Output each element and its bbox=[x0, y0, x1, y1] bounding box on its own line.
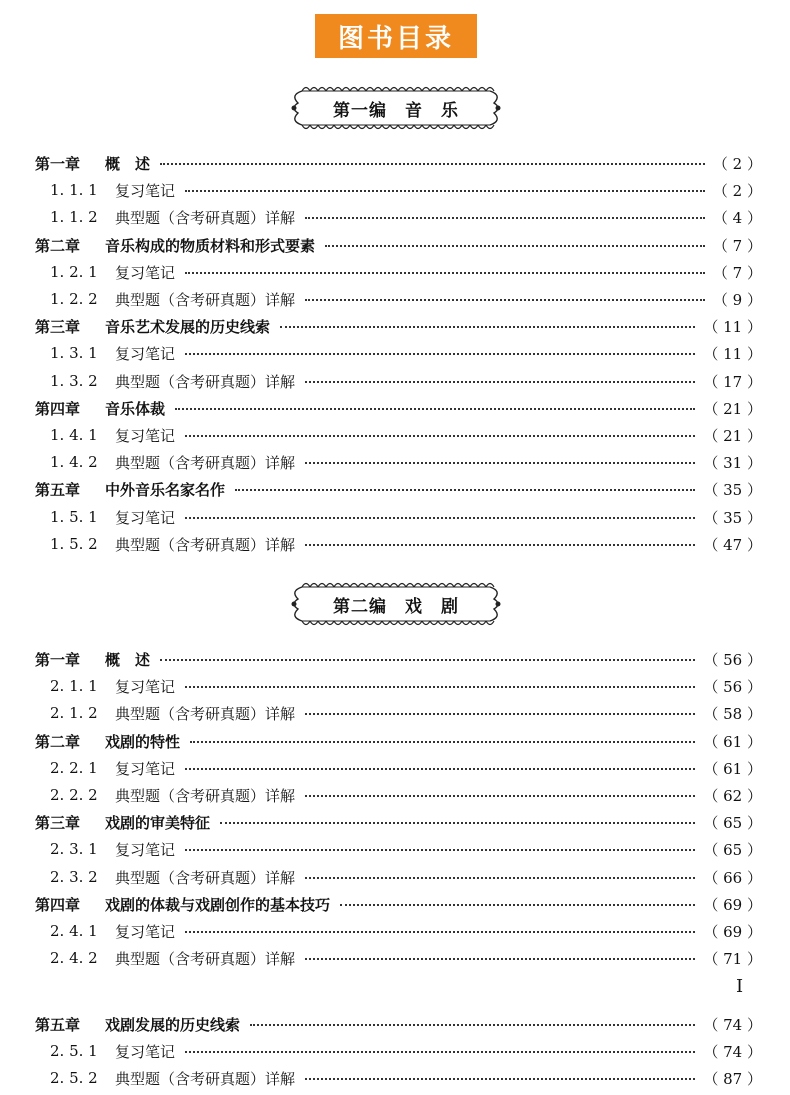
entry-title: 音乐构成的物质材料和形式要素 bbox=[105, 236, 316, 255]
leader-dots bbox=[185, 931, 695, 933]
leader-dots bbox=[185, 272, 705, 274]
part-title: 第二编 戏 剧 bbox=[333, 596, 459, 617]
entry-page: （ 74 ） bbox=[703, 1042, 762, 1061]
entry-number: 1. 2. 2 bbox=[50, 290, 98, 308]
entry-title: 典型题（含考研真题）详解 bbox=[115, 290, 296, 309]
toc-section-row[interactable] bbox=[35, 920, 762, 942]
entry-page: （ 71 ） bbox=[703, 949, 762, 968]
entry-page: （ 2 ） bbox=[712, 154, 762, 173]
leader-dots bbox=[280, 326, 695, 328]
entry-page: （ 2 ） bbox=[712, 181, 762, 200]
toc-section-row[interactable] bbox=[35, 424, 762, 446]
entry-number: 1. 4. 2 bbox=[50, 453, 98, 471]
entry-page: （ 65 ） bbox=[703, 840, 762, 859]
toc-section-row[interactable] bbox=[35, 757, 762, 779]
toc-section-row[interactable] bbox=[35, 947, 762, 969]
entry-number: 2. 1. 1 bbox=[50, 677, 98, 695]
toc-section-row[interactable] bbox=[35, 1040, 762, 1062]
entry-title: 复习笔记 bbox=[115, 840, 176, 859]
toc-chapter-row[interactable] bbox=[35, 1013, 762, 1035]
entry-number: 第五章 bbox=[35, 1015, 81, 1034]
entry-number: 1. 1. 1 bbox=[50, 181, 98, 199]
entry-page: （ 21 ） bbox=[703, 426, 762, 445]
entry-page: （ 35 ） bbox=[703, 508, 762, 527]
leader-dots bbox=[235, 489, 695, 491]
leader-dots bbox=[325, 245, 705, 247]
entry-number: 第二章 bbox=[35, 732, 81, 751]
toc-chapter-row[interactable] bbox=[35, 397, 762, 419]
toc-chapter-row[interactable] bbox=[35, 234, 762, 256]
entry-number: 2. 2. 2 bbox=[50, 786, 98, 804]
entry-number: 第四章 bbox=[35, 399, 81, 418]
entry-title: 复习笔记 bbox=[115, 759, 176, 778]
toc-chapter-row[interactable] bbox=[35, 648, 762, 670]
toc-section-row[interactable] bbox=[35, 533, 762, 555]
entry-title: 复习笔记 bbox=[115, 922, 176, 941]
toc-chapter-row[interactable] bbox=[35, 478, 762, 500]
leader-dots bbox=[305, 713, 695, 715]
entry-page: （ 58 ） bbox=[703, 704, 762, 723]
entry-title: 复习笔记 bbox=[115, 677, 176, 696]
entry-number: 1. 5. 2 bbox=[50, 535, 98, 553]
entry-page: （ 11 ） bbox=[703, 317, 762, 336]
entry-page: （ 56 ） bbox=[703, 650, 762, 669]
entry-title: 复习笔记 bbox=[115, 344, 176, 363]
entry-title: 戏剧发展的历史线索 bbox=[105, 1015, 241, 1034]
entry-page: （ 9 ） bbox=[712, 290, 762, 309]
entry-title: 典型题（含考研真题）详解 bbox=[115, 372, 296, 391]
part-heading bbox=[288, 578, 504, 630]
entry-title: 典型题（含考研真题）详解 bbox=[115, 208, 296, 227]
entry-page: （ 47 ） bbox=[703, 535, 762, 554]
entry-number: 2. 4. 2 bbox=[50, 949, 98, 967]
entry-page: （ 74 ） bbox=[703, 1015, 762, 1034]
entry-number: 2. 5. 1 bbox=[50, 1042, 98, 1060]
toc-section-row[interactable] bbox=[35, 261, 762, 283]
entry-title: 典型题（含考研真题）详解 bbox=[115, 704, 296, 723]
leader-dots bbox=[305, 381, 695, 383]
part-heading bbox=[288, 82, 504, 134]
toc-section-row[interactable] bbox=[35, 179, 762, 201]
toc-chapter-row[interactable] bbox=[35, 893, 762, 915]
entry-number: 1. 3. 1 bbox=[50, 344, 98, 362]
entry-number: 第三章 bbox=[35, 317, 81, 336]
entry-title: 音乐艺术发展的历史线索 bbox=[105, 317, 271, 336]
entry-title: 典型题（含考研真题）详解 bbox=[115, 1069, 296, 1088]
entry-title: 典型题（含考研真题）详解 bbox=[115, 786, 296, 805]
leader-dots bbox=[185, 686, 695, 688]
entry-title: 复习笔记 bbox=[115, 426, 176, 445]
leader-dots bbox=[185, 768, 695, 770]
leader-dots bbox=[190, 741, 695, 743]
entry-number: 2. 3. 2 bbox=[50, 868, 98, 886]
entry-title: 典型题（含考研真题）详解 bbox=[115, 949, 296, 968]
entry-number: 2. 4. 1 bbox=[50, 922, 98, 940]
toc-chapter-row[interactable] bbox=[35, 730, 762, 752]
entry-page: （ 87 ） bbox=[703, 1069, 762, 1088]
leader-dots bbox=[305, 544, 695, 546]
entry-page: （ 56 ） bbox=[703, 677, 762, 696]
entry-page: （ 66 ） bbox=[703, 868, 762, 887]
entry-number: 第五章 bbox=[35, 480, 81, 499]
leader-dots bbox=[305, 462, 695, 464]
leader-dots bbox=[175, 408, 695, 410]
leader-dots bbox=[305, 795, 695, 797]
part-title: 第一编 音 乐 bbox=[333, 100, 459, 121]
toc-banner: 图书目录 bbox=[315, 14, 477, 58]
leader-dots bbox=[185, 435, 695, 437]
leader-dots bbox=[305, 877, 695, 879]
entry-number: 1. 1. 2 bbox=[50, 208, 98, 226]
entry-page: （ 69 ） bbox=[703, 922, 762, 941]
toc-section-row[interactable] bbox=[35, 702, 762, 724]
toc-section-row[interactable] bbox=[35, 451, 762, 473]
toc-section-row[interactable] bbox=[35, 784, 762, 806]
entry-number: 1. 3. 2 bbox=[50, 372, 98, 390]
entry-number: 2. 2. 1 bbox=[50, 759, 98, 777]
entry-title: 概 述 bbox=[105, 650, 151, 669]
entry-title: 中外音乐名家名作 bbox=[105, 480, 226, 499]
leader-dots bbox=[305, 958, 695, 960]
leader-dots bbox=[340, 904, 695, 906]
entry-title: 典型题（含考研真题）详解 bbox=[115, 453, 296, 472]
entry-page: （ 4 ） bbox=[712, 208, 762, 227]
entry-page: （ 35 ） bbox=[703, 480, 762, 499]
entry-page: （ 31 ） bbox=[703, 453, 762, 472]
toc-section-row[interactable] bbox=[35, 838, 762, 860]
toc-chapter-row[interactable] bbox=[35, 152, 762, 174]
toc-chapter-row[interactable] bbox=[35, 811, 762, 833]
entry-number: 2. 1. 2 bbox=[50, 704, 98, 722]
toc-chapter-row[interactable] bbox=[35, 315, 762, 337]
entry-title: 复习笔记 bbox=[115, 508, 176, 527]
entry-title: 戏剧的审美特征 bbox=[105, 813, 211, 832]
leader-dots bbox=[185, 353, 695, 355]
entry-title: 复习笔记 bbox=[115, 263, 176, 282]
leader-dots bbox=[160, 659, 695, 661]
entry-number: 2. 5. 2 bbox=[50, 1069, 98, 1087]
toc-section-row[interactable] bbox=[35, 370, 762, 392]
entry-title: 复习笔记 bbox=[115, 181, 176, 200]
entry-number: 1. 5. 1 bbox=[50, 508, 98, 526]
entry-number: 2. 3. 1 bbox=[50, 840, 98, 858]
entry-page: （ 7 ） bbox=[712, 236, 762, 255]
toc-section-row[interactable] bbox=[35, 506, 762, 528]
leader-dots bbox=[305, 217, 705, 219]
leader-dots bbox=[185, 517, 695, 519]
entry-title: 典型题（含考研真题）详解 bbox=[115, 535, 296, 554]
toc-section-row[interactable] bbox=[35, 675, 762, 697]
leader-dots bbox=[185, 190, 705, 192]
leader-dots bbox=[305, 299, 705, 301]
entry-number: 第四章 bbox=[35, 895, 81, 914]
leader-dots bbox=[250, 1024, 695, 1026]
entry-number: 第一章 bbox=[35, 650, 81, 669]
page-number: I bbox=[736, 976, 744, 997]
entry-page: （ 69 ） bbox=[703, 895, 762, 914]
toc-section-row[interactable] bbox=[35, 288, 762, 310]
entry-page: （ 62 ） bbox=[703, 786, 762, 805]
entry-title: 戏剧的特性 bbox=[105, 732, 181, 751]
entry-number: 第一章 bbox=[35, 154, 81, 173]
entry-title: 戏剧的体裁与戏剧创作的基本技巧 bbox=[105, 895, 331, 914]
entry-page: （ 61 ） bbox=[703, 759, 762, 778]
toc-section-row[interactable] bbox=[35, 1067, 762, 1089]
entry-page: （ 11 ） bbox=[703, 344, 762, 363]
entry-page: （ 21 ） bbox=[703, 399, 762, 418]
entry-number: 1. 4. 1 bbox=[50, 426, 98, 444]
entry-title: 典型题（含考研真题）详解 bbox=[115, 868, 296, 887]
leader-dots bbox=[305, 1078, 695, 1080]
entry-page: （ 17 ） bbox=[703, 372, 762, 391]
entry-number: 第二章 bbox=[35, 236, 81, 255]
entry-title: 概 述 bbox=[105, 154, 151, 173]
entry-page: （ 61 ） bbox=[703, 732, 762, 751]
toc-section-row[interactable] bbox=[35, 342, 762, 364]
entry-page: （ 65 ） bbox=[703, 813, 762, 832]
leader-dots bbox=[185, 849, 695, 851]
entry-number: 1. 2. 1 bbox=[50, 263, 98, 281]
leader-dots bbox=[185, 1051, 695, 1053]
leader-dots bbox=[220, 822, 695, 824]
entry-number: 第三章 bbox=[35, 813, 81, 832]
toc-section-row[interactable] bbox=[35, 866, 762, 888]
entry-title: 复习笔记 bbox=[115, 1042, 176, 1061]
toc-section-row[interactable] bbox=[35, 206, 762, 228]
entry-title: 音乐体裁 bbox=[105, 399, 166, 418]
entry-page: （ 7 ） bbox=[712, 263, 762, 282]
leader-dots bbox=[160, 163, 705, 165]
